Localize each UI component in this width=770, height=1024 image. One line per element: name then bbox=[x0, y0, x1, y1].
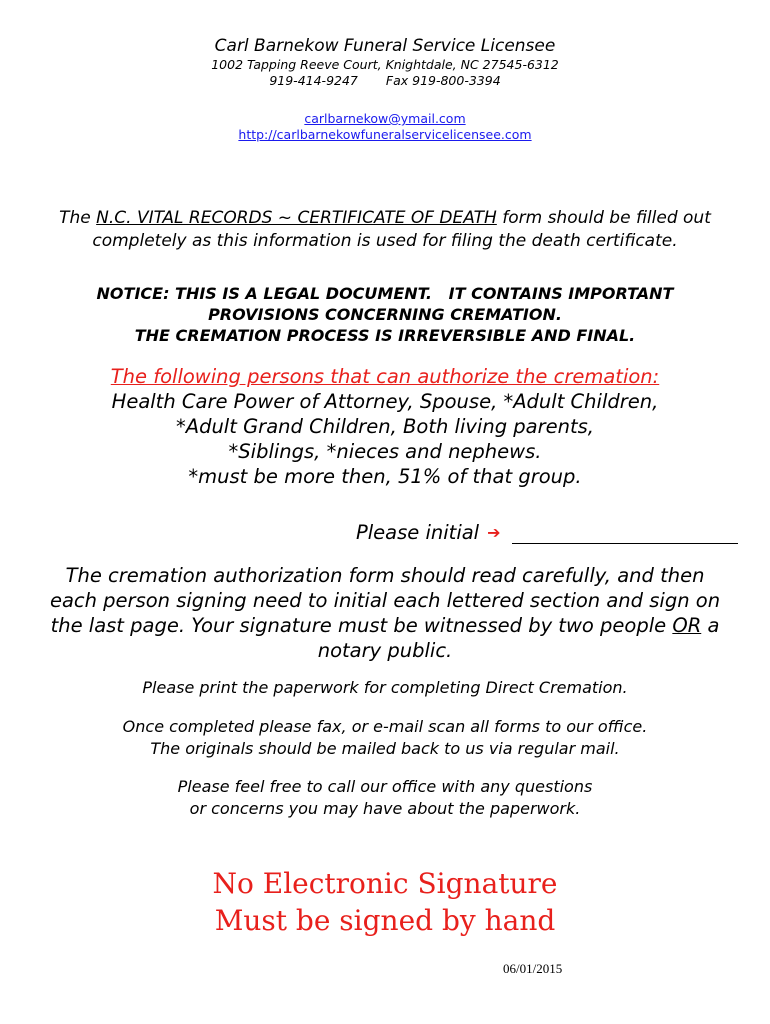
authorization-line-3: *Siblings, *nieces and nephews. bbox=[228, 440, 542, 463]
contact-note bbox=[0, 776, 770, 820]
notice-line-3: THE CREMATION PROCESS IS IRREVERSIBLE AND FINAL. bbox=[134, 326, 636, 345]
arrow-right-icon: ➔ bbox=[487, 523, 501, 542]
website-link[interactable]: http://carlbarnekowfuneralservicelicensee.com bbox=[238, 127, 532, 142]
email-link[interactable]: carlbarnekow@ymail.com bbox=[304, 111, 466, 126]
instructions-paragraph bbox=[0, 563, 770, 663]
submit-note-line-2: The originals should be mailed back to us via regular mail. bbox=[150, 739, 620, 758]
authorization-line-4: *must be more then, 51% of that group. bbox=[188, 465, 582, 488]
notice-line-1: NOTICE: THIS IS A LEGAL DOCUMENT. IT CONTAINS IMPORTANT bbox=[96, 284, 674, 303]
or-emphasis: OR bbox=[672, 614, 702, 637]
instructions-line-3-text: the last page. Your signature must be witnessed by two people bbox=[50, 614, 673, 637]
fax-number: Fax 919-800-3394 bbox=[385, 73, 501, 88]
authorization-line-2: *Adult Grand Children, Both living parents, bbox=[175, 415, 594, 438]
initial-blank-line[interactable] bbox=[512, 543, 738, 544]
notice-line-2: PROVISIONS CONCERNING CREMATION. bbox=[208, 305, 562, 324]
form-name: N.C. VITAL RECORDS ~ CERTIFICATE OF DEATH bbox=[96, 208, 497, 228]
authorization-heading: The following persons that can authorize the cremation: bbox=[110, 365, 660, 388]
business-name: Carl Barnekow Funeral Service Licensee bbox=[214, 36, 556, 56]
initial-prompt bbox=[356, 521, 501, 544]
authorization-section bbox=[0, 364, 770, 489]
contact-note-line-2: or concerns you may have about the paperwork. bbox=[189, 799, 581, 818]
intro-paragraph bbox=[0, 207, 770, 253]
phone-number: 919-414-9247 bbox=[269, 73, 358, 88]
print-note: Please print the paperwork for completing Direct Cremation. bbox=[142, 678, 628, 697]
instructions-line-3 bbox=[0, 613, 770, 638]
intro-line-1 bbox=[0, 207, 770, 230]
business-phone-fax bbox=[0, 73, 770, 88]
warning-line-2: Must be signed by hand bbox=[214, 904, 556, 937]
signature-warning bbox=[0, 865, 770, 939]
business-address: 1002 Tapping Reeve Court, Knightdale, NC 27545-6312 bbox=[211, 57, 559, 72]
authorization-line-1: Health Care Power of Attorney, Spouse, *Adult Children, bbox=[111, 390, 659, 413]
contact-note-line-1: Please feel free to call our office with any questions bbox=[177, 777, 593, 796]
intro-line-2: completely as this information is used for filing the death certificate. bbox=[92, 231, 678, 251]
intro-suffix: form should be filled out bbox=[496, 208, 711, 228]
document-date: 06/01/2015 bbox=[503, 961, 563, 976]
submit-note-line-1: Once completed please fax, or e-mail scan all forms to our office. bbox=[122, 717, 648, 736]
warning-line-1: No Electronic Signature bbox=[212, 867, 558, 900]
instructions-line-4: notary public. bbox=[317, 639, 453, 662]
instructions-line-3-end: a bbox=[701, 614, 720, 637]
submit-note bbox=[0, 716, 770, 760]
website-row bbox=[0, 124, 770, 143]
initial-label: Please initial bbox=[356, 521, 480, 544]
instructions-line-2: each person signing need to initial each lettered section and sign on bbox=[49, 589, 721, 612]
intro-prefix: The bbox=[59, 208, 97, 228]
instructions-line-1: The cremation authorization form should read carefully, and then bbox=[65, 564, 705, 587]
legal-notice bbox=[0, 283, 770, 346]
